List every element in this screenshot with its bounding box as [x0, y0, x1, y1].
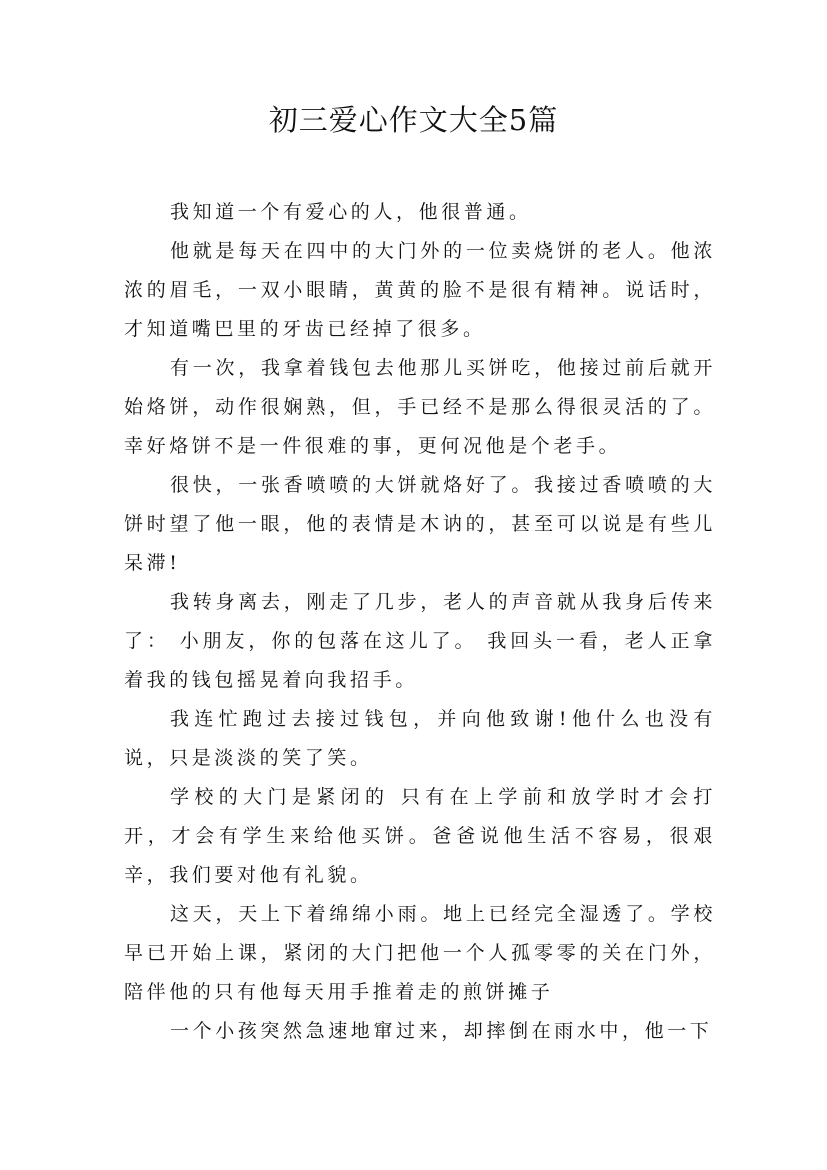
- paragraph: 学校的大门是紧闭的 只有在上学前和放学时才会打开，才会有学生来给他买饼。爸爸说他生活不容易，很艰辛，我们要对他有礼貌。: [124, 786, 716, 886]
- document-body: [124, 193, 716, 1051]
- paragraph: 这天，天上下着绵绵小雨。地上已经完全湿透了。学校早已开始上课，紧闭的大门把他一个人孤零零的关在门外，陪伴他的只有他每天用手推着走的煎饼摊子: [124, 903, 716, 1003]
- paragraph: 很快，一张香喷喷的大饼就烙好了。我接过香喷喷的大饼时望了他一眼，他的表情是木讷的，甚至可以说是有些儿呆滞!: [124, 474, 716, 574]
- document-title: 初三爱心作文大全5篇: [268, 103, 559, 137]
- paragraph: 我知道一个有爱心的人，他很普通。: [170, 201, 532, 223]
- paragraph: 有一次，我拿着钱包去他那儿买饼吃，他接过前后就开始烙饼，动作很娴熟，但，手已经不是那么得很灵活的了。幸好烙饼不是一件很难的事，更何况他是个老手。: [124, 357, 716, 457]
- paragraph: 一个小孩突然急速地窜过来，却摔倒在雨水中，他一下: [170, 1020, 713, 1042]
- paragraph: 我转身离去，刚走了几步，老人的声音就从我身后传来了： 小朋友，你的包落在这儿了。 我回头一看，老人正拿着我的钱包摇晃着向我招手。: [124, 591, 716, 691]
- paragraph: 我连忙跑过去接过钱包，并向他致谢!他什么也没有说，只是淡淡的笑了笑。: [124, 708, 716, 769]
- paragraph: 他就是每天在四中的大门外的一位卖烧饼的老人。他浓浓的眉毛，一双小眼睛，黄黄的脸不是很有精神。说话时，才知道嘴巴里的牙齿已经掉了很多。: [124, 240, 716, 340]
